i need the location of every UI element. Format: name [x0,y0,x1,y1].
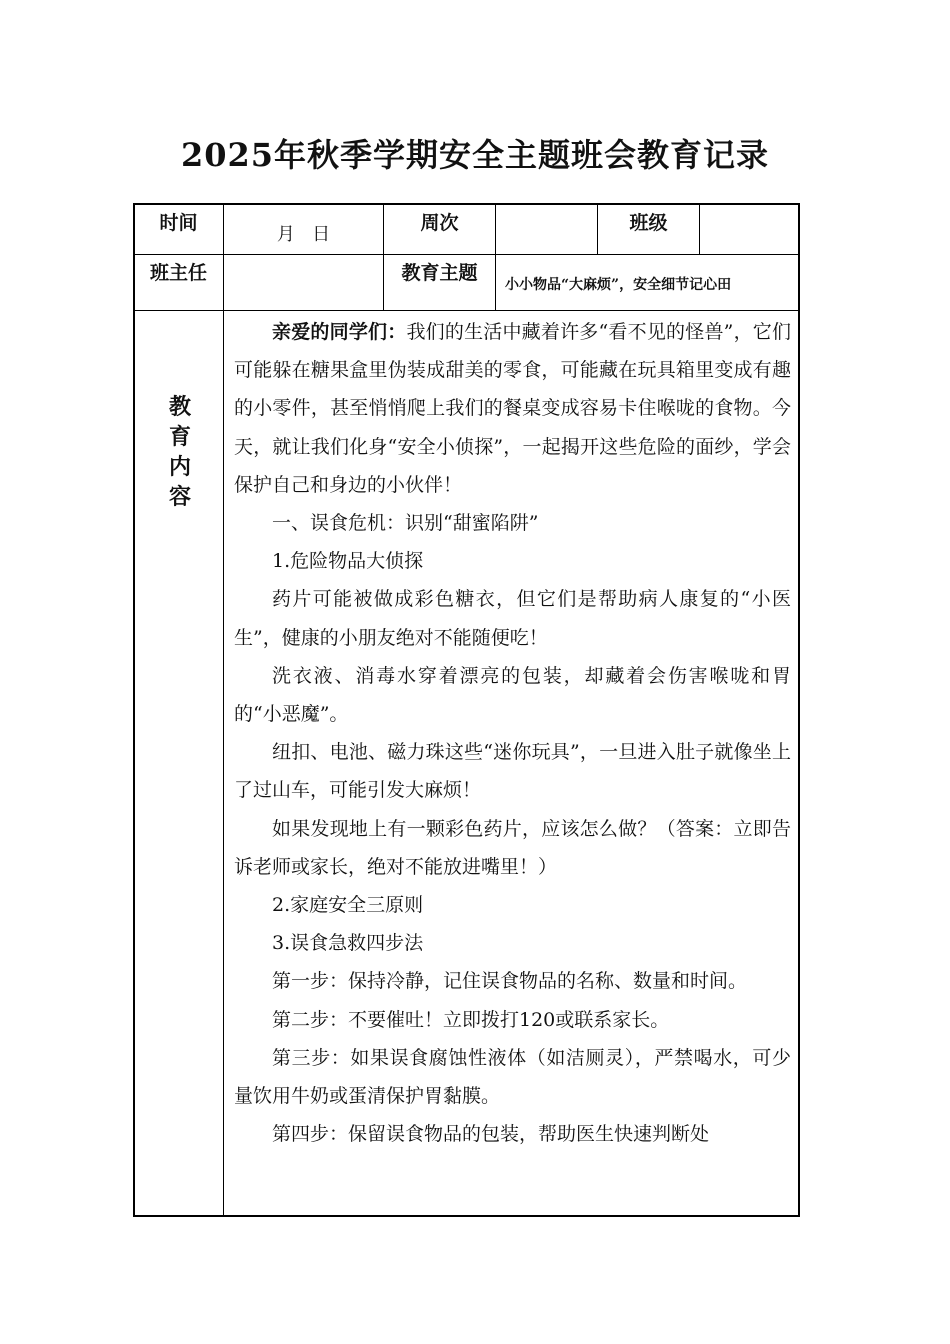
content-paragraph: 药片可能被做成彩色糖衣，但它们是帮助病人康复的“小医生”，健康的小朋友绝对不能随便吃！ [234,588,791,649]
step-paragraph: 第一步：保持冷静，记住误食物品的名称、数量和时间。 [272,970,748,993]
content-paragraph: 纽扣、电池、磁力珠这些“迷你玩具”，一旦进入肚子就像坐上了过山车，可能引发大麻烦！ [234,741,791,802]
section-heading: 一、误食危机：识别“甜蜜陷阱” [272,512,539,535]
col-divider-5 [699,204,700,254]
theme-value: 小小物品“大麻烦”，安全细节记心田 [505,277,732,293]
step-paragraph: 第二步：不要催吐！立即拨打120或联系家长。 [272,1008,670,1031]
teacher-label: 班主任 [149,262,207,284]
content-label [140,392,220,512]
subsection-heading: 2.家庭安全三原则 [272,894,424,917]
class-label: 班级 [629,212,668,234]
content-paragraph: 洗衣液、消毒水穿着漂亮的包装，却藏着会伤害喉咙和胃的“小恶魔”。 [234,664,791,726]
intro-text: 我们的生活中藏着许多“看不见的怪兽”，它们可能躲在糖果盒里伪装成甜美的零食，可能藏在玩具箱里变成有趣的小零件，甚至悄悄爬上我们的餐桌变成容易卡住喉咙的食物。今天，就让我们化身“安全小侦探”，一起揭开这些危险的面纱，学会保护自己和身边的小伙伴！ [234,321,791,496]
intro-greeting: 亲爱的同学们： [272,321,407,343]
col-divider-3 [495,204,496,310]
content-label-char: 容 [168,484,191,510]
content-label-char: 教 [168,394,191,420]
subsection-heading: 1.危险物品大侦探 [272,550,424,573]
step-paragraph: 第四步：保留误食物品的包装，帮助医生快速判断处 [272,1123,710,1146]
step-paragraph: 第三步：如果误食腐蚀性液体（如洁厕灵），严禁喝水，可少量饮用牛奶或蛋清保护胃黏膜。 [234,1046,791,1108]
time-value: 月 日 [276,224,331,245]
time-label: 时间 [159,212,198,234]
row-divider-1 [134,254,799,255]
intro-paragraph [234,313,791,504]
content-label-char: 内 [168,454,191,480]
col-divider-label [223,204,224,1216]
content-paragraph: 如果发现地上有一颗彩色药片，应该怎么做？（答案：立即告诉老师或家长，绝对不能放进嘴里！） [234,817,791,878]
subsection-heading: 3.误食急救四步法 [272,932,424,955]
theme-label: 教育主题 [401,262,478,284]
content-label-char: 育 [168,424,191,450]
page-title: 2025年秋季学期安全主题班会教育记录 [180,136,770,174]
education-content [234,313,791,1153]
week-label: 周次 [420,212,459,234]
row-divider-2 [134,310,799,311]
